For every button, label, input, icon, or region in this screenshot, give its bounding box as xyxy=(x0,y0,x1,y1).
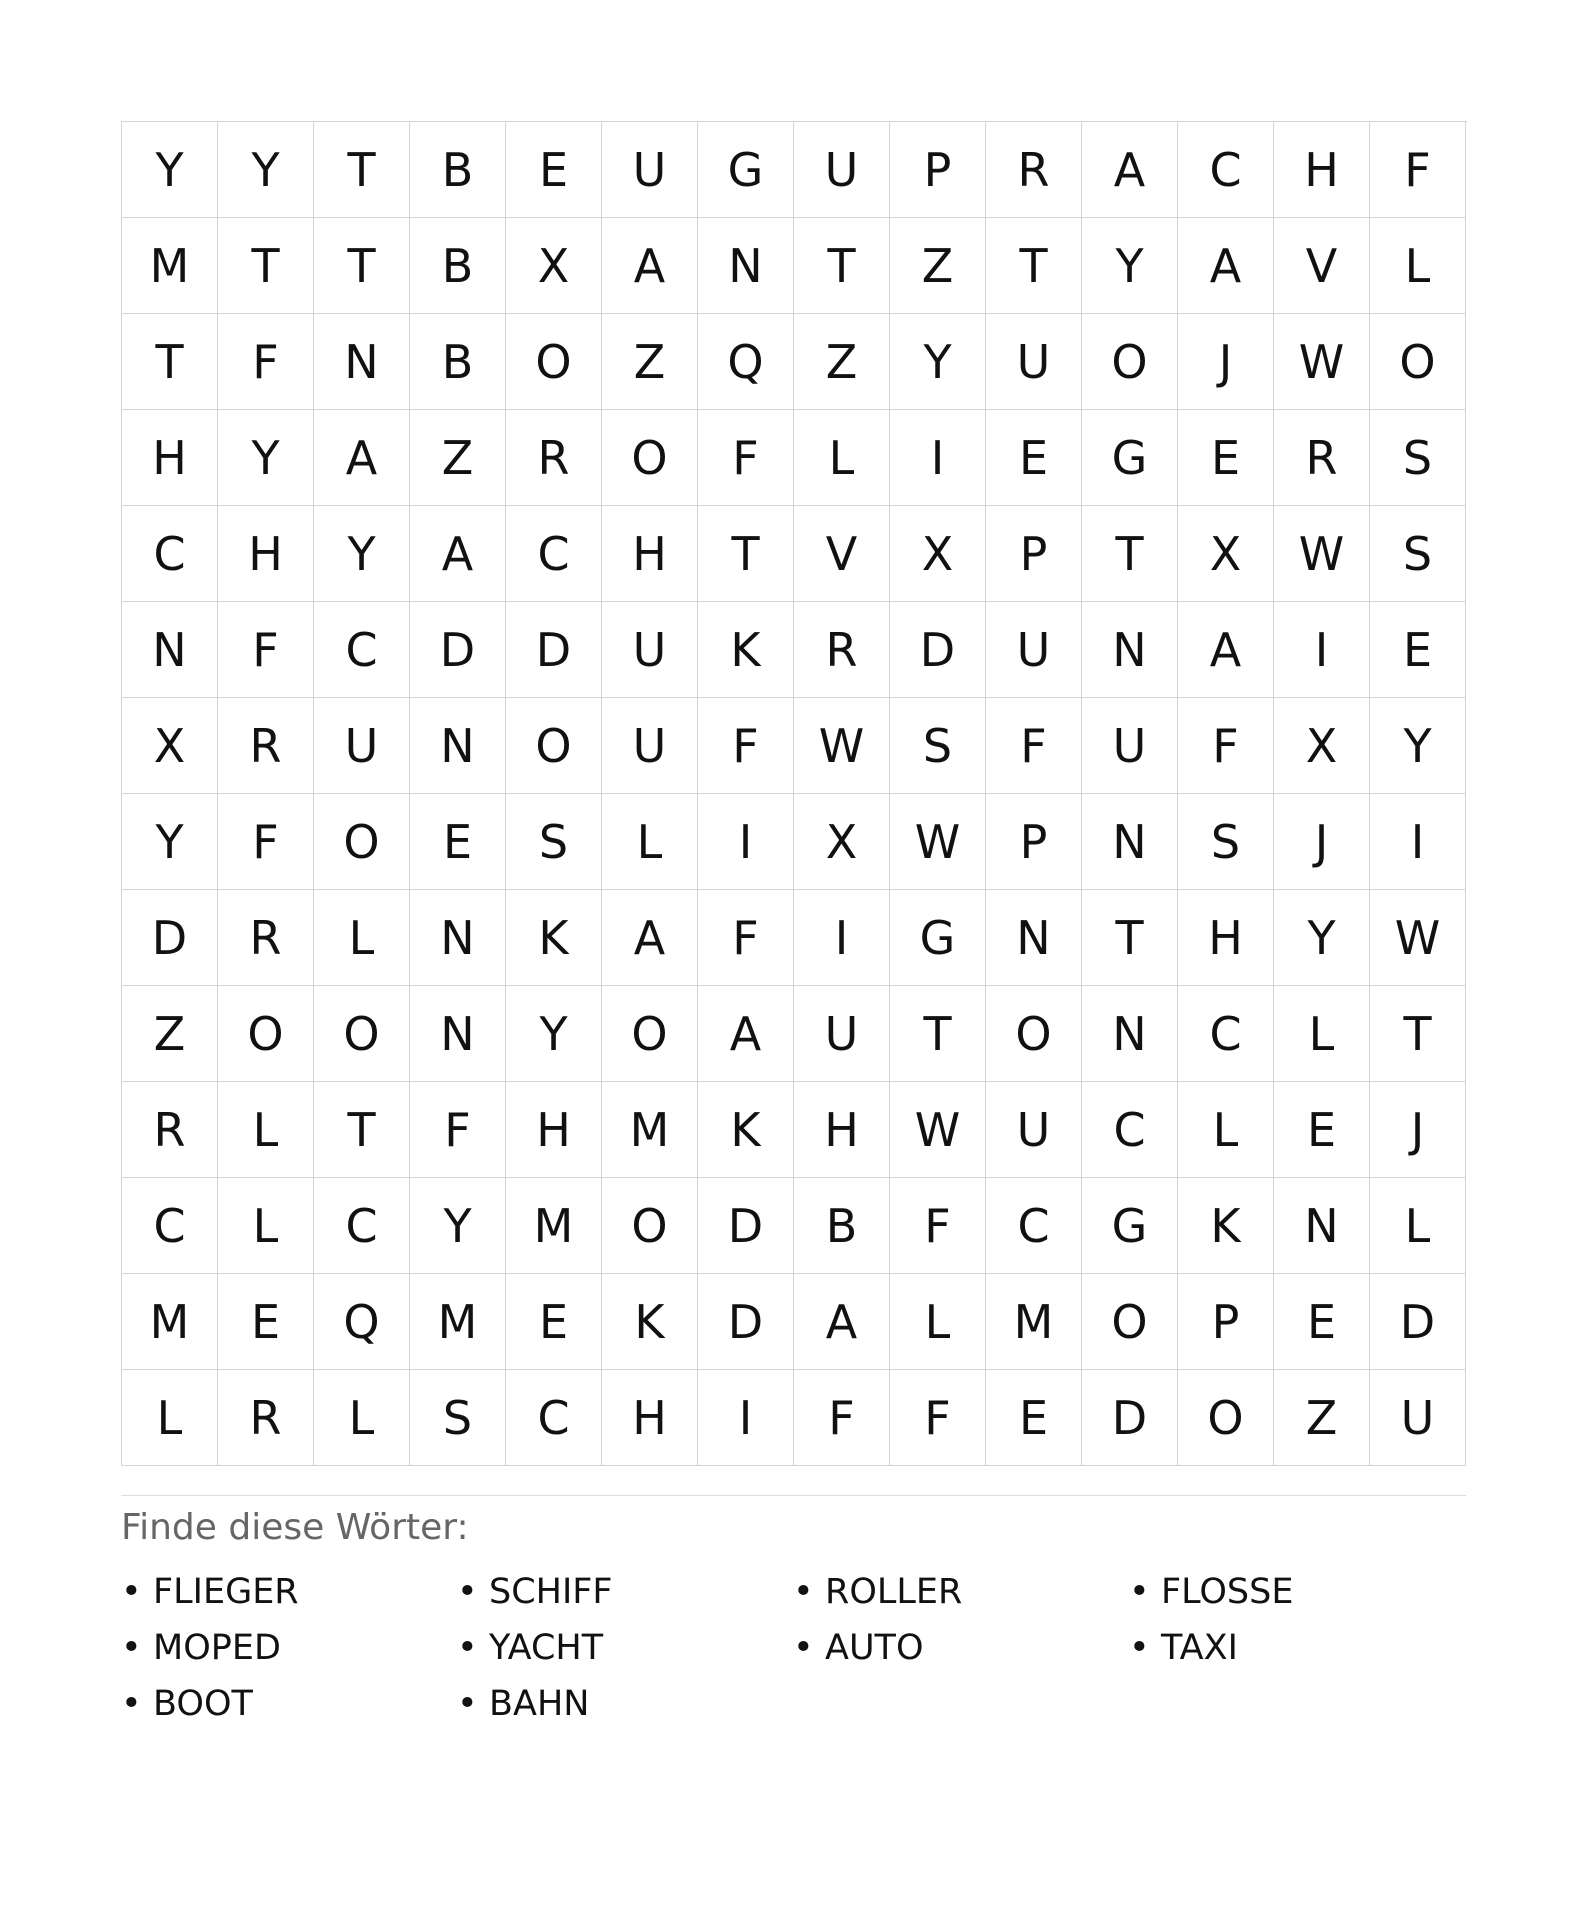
grid-cell[interactable]: B xyxy=(794,1178,890,1274)
grid-cell[interactable]: F xyxy=(218,794,314,890)
grid-cell[interactable]: F xyxy=(698,890,794,986)
grid-cell[interactable]: O xyxy=(1178,1370,1274,1466)
grid-cell[interactable]: O xyxy=(1370,314,1466,410)
word-list-item xyxy=(121,1676,457,1732)
grid-cell[interactable]: J xyxy=(1178,314,1274,410)
grid-cell[interactable]: O xyxy=(602,410,698,506)
grid-cell[interactable]: H xyxy=(794,1082,890,1178)
grid-cell[interactable]: P xyxy=(986,506,1082,602)
grid-cell[interactable]: O xyxy=(218,986,314,1082)
grid-cell[interactable]: K xyxy=(1178,1178,1274,1274)
grid-cell[interactable]: L xyxy=(602,794,698,890)
grid-cell[interactable]: W xyxy=(890,1082,986,1178)
grid-cell[interactable]: M xyxy=(602,1082,698,1178)
grid-cell[interactable]: L xyxy=(890,1274,986,1370)
grid-cell[interactable]: I xyxy=(698,1370,794,1466)
grid-cell[interactable]: Y xyxy=(506,986,602,1082)
grid-cell[interactable]: N xyxy=(410,986,506,1082)
grid-cell[interactable]: Z xyxy=(1274,1370,1370,1466)
grid-cell[interactable]: Y xyxy=(1370,698,1466,794)
word-label: TAXI xyxy=(1161,1628,1238,1668)
grid-cell[interactable]: J xyxy=(1274,794,1370,890)
grid-cell[interactable]: F xyxy=(890,1178,986,1274)
grid-cell[interactable]: W xyxy=(794,698,890,794)
word-list-item xyxy=(121,1620,457,1676)
grid-cell[interactable]: U xyxy=(602,122,698,218)
grid-cell[interactable]: E xyxy=(1274,1274,1370,1370)
word-list-item xyxy=(457,1564,793,1620)
grid-cell[interactable]: L xyxy=(122,1370,218,1466)
grid-cell[interactable]: D xyxy=(698,1274,794,1370)
word-label: SCHIFF xyxy=(489,1572,613,1612)
grid-cell[interactable]: K xyxy=(602,1274,698,1370)
instructions-label: Finde diese Wörter: xyxy=(121,1507,469,1548)
grid-cell[interactable]: B xyxy=(410,122,506,218)
word-search-puzzle xyxy=(121,121,1466,1732)
grid-cell[interactable]: C xyxy=(1178,122,1274,218)
word-list-item xyxy=(793,1564,1129,1620)
grid-cell[interactable]: N xyxy=(410,698,506,794)
word-label: ROLLER xyxy=(825,1572,963,1612)
grid-cell[interactable]: U xyxy=(794,122,890,218)
grid-cell[interactable]: L xyxy=(1178,1082,1274,1178)
grid-cell[interactable]: D xyxy=(1082,1370,1178,1466)
grid-cell[interactable]: F xyxy=(218,602,314,698)
grid-cell[interactable]: O xyxy=(1082,314,1178,410)
grid-cell[interactable]: L xyxy=(1370,1178,1466,1274)
grid-cell[interactable]: M xyxy=(122,218,218,314)
grid-cell[interactable]: O xyxy=(986,986,1082,1082)
grid-cell[interactable]: C xyxy=(1178,986,1274,1082)
grid-cell[interactable]: S xyxy=(410,1370,506,1466)
word-list xyxy=(121,1564,1466,1732)
grid-cell[interactable]: F xyxy=(794,1370,890,1466)
grid-cell[interactable]: X xyxy=(794,794,890,890)
grid-cell[interactable]: O xyxy=(314,794,410,890)
grid-cell[interactable]: V xyxy=(794,506,890,602)
bullet-icon: • xyxy=(121,1684,142,1724)
grid-cell[interactable]: N xyxy=(1082,986,1178,1082)
grid-cell[interactable]: W xyxy=(1274,506,1370,602)
grid-cell[interactable]: C xyxy=(506,506,602,602)
word-label: YACHT xyxy=(489,1628,604,1668)
grid-cell[interactable]: F xyxy=(410,1082,506,1178)
grid-cell[interactable]: I xyxy=(890,410,986,506)
grid-cell[interactable]: P xyxy=(986,794,1082,890)
grid-cell[interactable]: T xyxy=(1082,890,1178,986)
grid-cell[interactable]: M xyxy=(986,1274,1082,1370)
grid-cell[interactable]: Y xyxy=(122,794,218,890)
grid-cell[interactable]: O xyxy=(602,1178,698,1274)
grid-cell[interactable]: T xyxy=(314,122,410,218)
grid-cell[interactable]: F xyxy=(1370,122,1466,218)
grid-cell[interactable]: C xyxy=(1082,1082,1178,1178)
grid-cell[interactable]: K xyxy=(506,890,602,986)
grid-cell[interactable]: A xyxy=(410,506,506,602)
grid-cell[interactable]: X xyxy=(122,698,218,794)
grid-cell[interactable]: U xyxy=(794,986,890,1082)
grid-cell[interactable]: Z xyxy=(122,986,218,1082)
grid-cell[interactable]: S xyxy=(890,698,986,794)
grid-cell[interactable]: D xyxy=(506,602,602,698)
word-label: FLOSSE xyxy=(1161,1572,1294,1612)
grid-cell[interactable]: A xyxy=(314,410,410,506)
grid-cell[interactable]: O xyxy=(506,698,602,794)
grid-cell[interactable]: G xyxy=(1082,1178,1178,1274)
bullet-icon: • xyxy=(457,1572,478,1612)
grid-cell[interactable]: E xyxy=(1274,1082,1370,1178)
grid-cell[interactable]: Y xyxy=(314,506,410,602)
grid-cell[interactable]: E xyxy=(410,794,506,890)
grid-cell[interactable]: P xyxy=(890,122,986,218)
grid-cell[interactable]: N xyxy=(986,890,1082,986)
grid-cell[interactable]: X xyxy=(890,506,986,602)
grid-cell[interactable]: Y xyxy=(890,314,986,410)
grid-cell[interactable]: Y xyxy=(1274,890,1370,986)
grid-cell[interactable]: I xyxy=(794,890,890,986)
grid-cell[interactable]: U xyxy=(602,698,698,794)
grid-cell[interactable]: B xyxy=(410,218,506,314)
grid-cell[interactable]: Y xyxy=(1082,218,1178,314)
bullet-icon: • xyxy=(121,1572,142,1612)
grid-cell[interactable]: W xyxy=(890,794,986,890)
grid-cell[interactable]: N xyxy=(314,314,410,410)
grid-cell[interactable]: A xyxy=(698,986,794,1082)
grid-cell[interactable]: K xyxy=(698,602,794,698)
grid-cell[interactable]: A xyxy=(1178,602,1274,698)
grid-cell[interactable]: U xyxy=(986,1082,1082,1178)
grid-cell[interactable]: H xyxy=(122,410,218,506)
grid-cell[interactable]: Y xyxy=(122,122,218,218)
grid-cell[interactable]: Z xyxy=(602,314,698,410)
grid-cell[interactable]: V xyxy=(1274,218,1370,314)
grid-cell[interactable]: Q xyxy=(698,314,794,410)
grid-cell[interactable]: I xyxy=(698,794,794,890)
word-list-item xyxy=(793,1620,1129,1676)
grid-cell[interactable]: M xyxy=(122,1274,218,1370)
grid-cell[interactable]: S xyxy=(506,794,602,890)
grid-cell[interactable]: U xyxy=(314,698,410,794)
grid-cell[interactable]: T xyxy=(890,986,986,1082)
grid-cell[interactable]: A xyxy=(1082,122,1178,218)
grid-cell[interactable]: L xyxy=(218,1082,314,1178)
grid-cell[interactable]: C xyxy=(506,1370,602,1466)
grid-cell[interactable]: Y xyxy=(410,1178,506,1274)
grid-cell[interactable]: T xyxy=(698,506,794,602)
grid-cell[interactable]: Y xyxy=(218,122,314,218)
grid-cell[interactable]: O xyxy=(602,986,698,1082)
grid-cell[interactable]: L xyxy=(1274,986,1370,1082)
grid-cell[interactable]: H xyxy=(1178,890,1274,986)
bullet-icon: • xyxy=(1129,1628,1150,1668)
grid-cell[interactable]: F xyxy=(890,1370,986,1466)
grid-cell[interactable]: F xyxy=(986,698,1082,794)
grid-cell[interactable]: R xyxy=(218,1370,314,1466)
grid-cell[interactable]: X xyxy=(506,218,602,314)
grid-cell[interactable]: K xyxy=(698,1082,794,1178)
grid-cell[interactable]: F xyxy=(698,698,794,794)
grid-cell[interactable]: U xyxy=(602,602,698,698)
grid-cell[interactable]: Z xyxy=(410,410,506,506)
grid-cell[interactable]: Q xyxy=(314,1274,410,1370)
grid-cell[interactable]: L xyxy=(314,890,410,986)
grid-cell[interactable]: D xyxy=(698,1178,794,1274)
grid-cell[interactable]: E xyxy=(1178,410,1274,506)
grid-cell[interactable]: T xyxy=(1082,506,1178,602)
grid-cell[interactable]: T xyxy=(314,218,410,314)
grid-cell[interactable]: H xyxy=(602,506,698,602)
grid-cell[interactable]: T xyxy=(986,218,1082,314)
grid-cell[interactable]: L xyxy=(794,410,890,506)
grid-cell[interactable]: R xyxy=(1274,410,1370,506)
grid-cell[interactable]: G xyxy=(890,890,986,986)
word-list-item xyxy=(1129,1564,1465,1620)
grid-cell[interactable]: I xyxy=(1370,794,1466,890)
grid-cell[interactable]: U xyxy=(986,314,1082,410)
bullet-icon: • xyxy=(121,1628,142,1668)
grid-cell[interactable]: O xyxy=(1082,1274,1178,1370)
grid-cell[interactable]: R xyxy=(218,890,314,986)
grid-cell[interactable]: R xyxy=(122,1082,218,1178)
bullet-icon: • xyxy=(793,1628,814,1668)
word-label: BOOT xyxy=(153,1684,253,1724)
grid-cell[interactable]: T xyxy=(794,218,890,314)
grid-cell[interactable]: B xyxy=(410,314,506,410)
grid-cell[interactable]: N xyxy=(410,890,506,986)
grid-cell[interactable]: U xyxy=(1370,1370,1466,1466)
grid-cell[interactable]: Z xyxy=(890,218,986,314)
grid-cell[interactable]: T xyxy=(122,314,218,410)
grid-cell[interactable]: H xyxy=(506,1082,602,1178)
grid-cell[interactable]: E xyxy=(1370,602,1466,698)
grid-cell[interactable]: S xyxy=(1370,410,1466,506)
grid-cell[interactable]: G xyxy=(1082,410,1178,506)
grid-cell[interactable]: F xyxy=(218,314,314,410)
grid-cell[interactable]: R xyxy=(506,410,602,506)
grid-cell[interactable]: W xyxy=(1274,314,1370,410)
grid-cell[interactable]: P xyxy=(1178,1274,1274,1370)
grid-cell[interactable]: R xyxy=(986,122,1082,218)
grid-cell[interactable]: C xyxy=(122,506,218,602)
grid-cell[interactable]: O xyxy=(314,986,410,1082)
grid-cell[interactable]: E xyxy=(986,1370,1082,1466)
grid-cell[interactable]: A xyxy=(1178,218,1274,314)
grid-cell[interactable]: E xyxy=(506,1274,602,1370)
grid-cell[interactable]: S xyxy=(1178,794,1274,890)
grid-cell[interactable]: T xyxy=(218,218,314,314)
grid-cell[interactable]: C xyxy=(314,602,410,698)
grid-cell[interactable]: D xyxy=(122,890,218,986)
grid-cell[interactable]: E xyxy=(506,122,602,218)
grid-cell[interactable]: E xyxy=(986,410,1082,506)
grid-cell[interactable]: F xyxy=(698,410,794,506)
grid-cell[interactable]: H xyxy=(602,1370,698,1466)
grid-cell[interactable]: D xyxy=(410,602,506,698)
bullet-icon: • xyxy=(793,1572,814,1612)
grid-cell[interactable]: H xyxy=(1274,122,1370,218)
grid-cell[interactable]: D xyxy=(1370,1274,1466,1370)
bullet-icon: • xyxy=(457,1684,478,1724)
grid-cell[interactable]: A xyxy=(602,890,698,986)
grid-cell[interactable]: G xyxy=(698,122,794,218)
grid-cell[interactable]: X xyxy=(1178,506,1274,602)
grid-cell[interactable]: M xyxy=(410,1274,506,1370)
word-list-item xyxy=(1129,1620,1465,1676)
grid-cell[interactable]: N xyxy=(1274,1178,1370,1274)
grid-cell[interactable]: T xyxy=(1370,986,1466,1082)
grid-cell[interactable]: Y xyxy=(218,410,314,506)
grid-cell[interactable]: C xyxy=(986,1178,1082,1274)
grid-cell[interactable]: O xyxy=(506,314,602,410)
grid-cell[interactable]: W xyxy=(1370,890,1466,986)
grid-cell[interactable]: F xyxy=(1178,698,1274,794)
word-label: FLIEGER xyxy=(153,1572,299,1612)
grid-cell[interactable]: L xyxy=(218,1178,314,1274)
word-label: BAHN xyxy=(489,1684,590,1724)
grid-cell[interactable]: U xyxy=(1082,698,1178,794)
grid-cell[interactable]: U xyxy=(986,602,1082,698)
bullet-icon: • xyxy=(457,1628,478,1668)
word-list-item xyxy=(457,1676,793,1732)
grid-cell[interactable]: C xyxy=(314,1178,410,1274)
grid-cell[interactable]: H xyxy=(218,506,314,602)
grid-cell[interactable]: M xyxy=(506,1178,602,1274)
grid-cell[interactable]: I xyxy=(1274,602,1370,698)
grid-cell[interactable]: J xyxy=(1370,1082,1466,1178)
word-list-item xyxy=(457,1620,793,1676)
grid-cell[interactable]: R xyxy=(794,602,890,698)
grid-cell[interactable]: N xyxy=(698,218,794,314)
divider xyxy=(121,1495,1466,1496)
bullet-icon: • xyxy=(1129,1572,1150,1612)
grid-cell[interactable]: E xyxy=(218,1274,314,1370)
grid-cell[interactable]: A xyxy=(602,218,698,314)
word-label: AUTO xyxy=(825,1628,924,1668)
grid-cell[interactable]: T xyxy=(314,1082,410,1178)
grid-cell[interactable]: X xyxy=(1274,698,1370,794)
grid-cell[interactable]: C xyxy=(122,1178,218,1274)
grid-cell[interactable]: R xyxy=(218,698,314,794)
grid-cell[interactable]: A xyxy=(794,1274,890,1370)
grid-cell[interactable]: N xyxy=(1082,794,1178,890)
word-list-item xyxy=(121,1564,457,1620)
grid-cell[interactable]: N xyxy=(1082,602,1178,698)
grid-cell[interactable]: D xyxy=(890,602,986,698)
grid-cell[interactable]: L xyxy=(314,1370,410,1466)
grid-cell[interactable]: S xyxy=(1370,506,1466,602)
grid-cell[interactable]: Z xyxy=(794,314,890,410)
grid-cell[interactable]: L xyxy=(1370,218,1466,314)
word-label: MOPED xyxy=(153,1628,281,1668)
grid-cell[interactable]: N xyxy=(122,602,218,698)
letter-grid xyxy=(121,121,1467,1466)
